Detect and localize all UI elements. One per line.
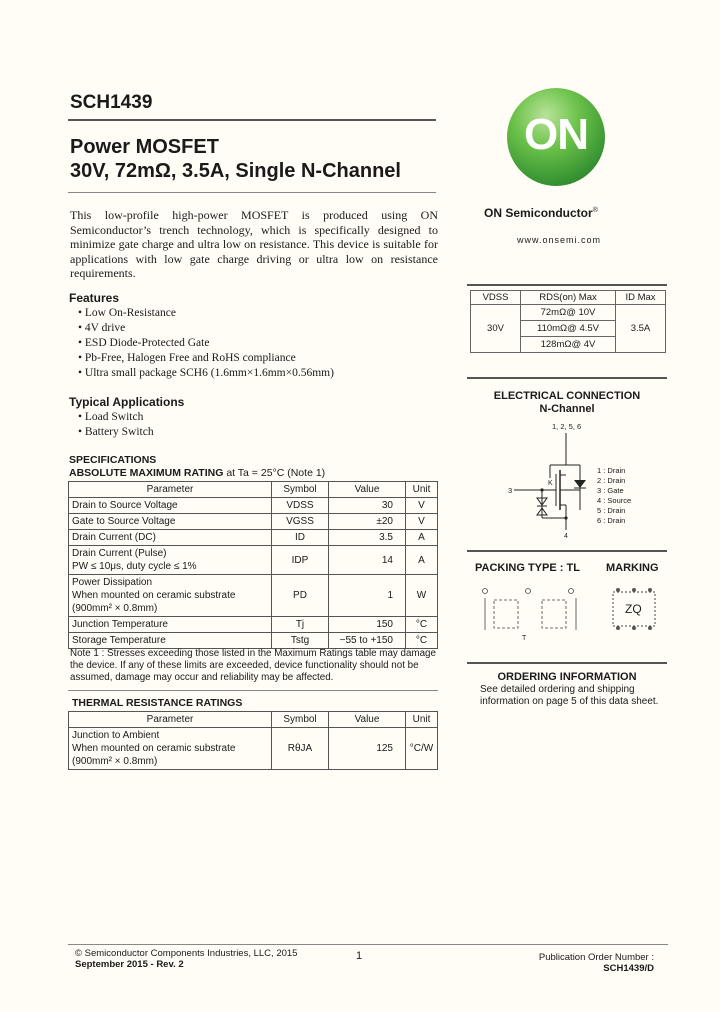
- cell: 30: [329, 498, 406, 514]
- legend-item: 6 : Drain: [597, 516, 626, 525]
- cell-line: When mounted on ceramic substrate: [72, 743, 236, 754]
- table-row: [69, 546, 438, 575]
- cell-line: Power Dissipation: [72, 577, 153, 588]
- col-parameter: Parameter: [69, 482, 272, 498]
- cell: °C: [406, 617, 438, 633]
- features-heading: Features: [69, 291, 120, 305]
- legend-item: 3 : Gate: [597, 486, 624, 495]
- ordering-text: See detailed ordering and shipping information on page 5 of this data sheet.: [480, 684, 659, 707]
- list-item: • ESD Diode-Protected Gate: [78, 336, 334, 351]
- cell: [69, 728, 272, 770]
- note-1: Note 1 : Stresses exceeding those listed in the Maximum Ratings table may damage the device. If any of these limits are exceeded, device functionality should not be assumed, damage may occur and reliability may be affected.: [70, 648, 436, 683]
- cell: 1: [329, 575, 406, 617]
- connection-title: ELECTRICAL CONNECTION: [493, 390, 641, 402]
- k-label: K: [548, 480, 553, 487]
- registered-mark: ®: [592, 207, 598, 214]
- divider: [467, 550, 667, 552]
- table-header: [69, 482, 438, 498]
- divider: [467, 662, 667, 664]
- cell: Drain Current (DC): [69, 530, 272, 546]
- cell: °C: [406, 633, 438, 649]
- summary-table: [470, 290, 666, 353]
- col-unit: Unit: [406, 482, 438, 498]
- list-item: • Low On-Resistance: [78, 306, 334, 321]
- list-item: • Pb-Free, Halogen Free and RoHS compliance: [78, 351, 334, 366]
- table-header: [69, 712, 438, 728]
- thermal-table: [68, 711, 438, 770]
- divider: [467, 284, 667, 286]
- cell: −55 to +150: [329, 633, 406, 649]
- table-row: [69, 617, 438, 633]
- table-row: [69, 575, 438, 617]
- cell: A: [406, 530, 438, 546]
- pin-legend: [597, 466, 631, 526]
- cell: IDP: [272, 546, 329, 575]
- brand-name-text: ON Semiconductor: [484, 206, 593, 220]
- footer-divider: [68, 944, 668, 945]
- cell: [69, 546, 272, 575]
- drain-pins-label: 1, 2, 5, 6: [552, 422, 582, 431]
- cell: ±20: [329, 514, 406, 530]
- col-value: Value: [329, 482, 406, 498]
- intro-paragraph: This low-profile high-power MOSFET is produced using ON Semiconductor’s trench technology, which is specifically designed to minimize gate charge and ultra low on resistance. This device is suitable for applications with low gate charge driving or ultra low on resistance requirements.: [70, 208, 438, 280]
- table-row: [69, 728, 438, 770]
- publication-label: Publication Order Number :: [538, 952, 654, 963]
- cell: PD: [272, 575, 329, 617]
- cell: Tj: [272, 617, 329, 633]
- table-row: [69, 633, 438, 649]
- legend-item: 5 : Drain: [597, 506, 626, 515]
- cell: W: [406, 575, 438, 617]
- cell-line: Drain Current (Pulse): [72, 548, 167, 559]
- connection-subtitle: N-Channel: [539, 403, 595, 415]
- col-symbol: Symbol: [272, 482, 329, 498]
- logo-text: ON: [524, 110, 588, 159]
- divider: [68, 119, 436, 121]
- cell: VGSS: [272, 514, 329, 530]
- cell-line: (900mm² × 0.8mm): [72, 603, 158, 614]
- packing-type: PACKING TYPE : TL: [475, 562, 580, 574]
- tape-direction-label: T: [522, 635, 527, 642]
- col-rds: RDS(on) Max: [521, 291, 616, 305]
- publication-number: SCH1439/D: [603, 963, 654, 974]
- cell: V: [406, 514, 438, 530]
- cell: Junction Temperature: [69, 617, 272, 633]
- cell: RθJA: [272, 728, 329, 770]
- col-id: ID Max: [625, 292, 656, 303]
- abs-max-condition: at Ta = 25°C (Note 1): [226, 467, 326, 479]
- cell: 14: [329, 546, 406, 575]
- cell-line: PW ≤ 10μs, duty cycle ≤ 1%: [72, 561, 197, 572]
- marking-title: MARKING: [606, 562, 659, 574]
- copyright: © Semiconductor Components Industries, LLC, 2015: [75, 948, 298, 959]
- ordering-title: ORDERING INFORMATION: [497, 671, 637, 683]
- cell-line: When mounted on ceramic substrate: [72, 590, 236, 601]
- legend-item: 2 : Drain: [597, 476, 626, 485]
- cell: [69, 575, 272, 617]
- cell-line: (900mm² × 0.8mm): [72, 756, 158, 767]
- cell: Storage Temperature: [69, 633, 272, 649]
- applications-list: [78, 410, 154, 440]
- page-number: 1: [356, 950, 363, 962]
- packing-diagram: [470, 582, 670, 644]
- cell: A: [406, 546, 438, 575]
- cell: Drain to Source Voltage: [69, 498, 272, 514]
- divider: [467, 377, 667, 379]
- title-line-2: 30V, 72mΩ, 3.5A, Single N-Channel: [70, 160, 401, 182]
- cell: V: [406, 498, 438, 514]
- list-item: • Load Switch: [78, 410, 154, 425]
- cell: 30V: [471, 305, 521, 353]
- cell: Tstg: [272, 633, 329, 649]
- col-parameter: Parameter: [69, 712, 272, 728]
- legend-item: 4 : Source: [597, 496, 632, 505]
- brand-name: [484, 206, 598, 220]
- list-item: • Battery Switch: [78, 425, 154, 440]
- cell: 72mΩ@ 10V: [521, 305, 616, 321]
- cell: 150: [329, 617, 406, 633]
- divider: [68, 690, 438, 691]
- list-item: • 4V drive: [78, 321, 334, 336]
- features-list: [78, 306, 334, 381]
- thermal-heading: THERMAL RESISTANCE RATINGS: [72, 697, 243, 709]
- col-vdss: VDSS: [471, 291, 521, 305]
- col-unit: Unit: [406, 712, 438, 728]
- cell: VDSS: [272, 498, 329, 514]
- cell: 110mΩ@ 4.5V: [521, 321, 616, 337]
- cell: 3.5A: [630, 323, 651, 334]
- abs-max-heading: [69, 467, 325, 479]
- abs-max-title: ABSOLUTE MAXIMUM RATING: [69, 467, 224, 479]
- revision-date: September 2015 - Rev. 2: [75, 959, 184, 970]
- table-header: [471, 291, 666, 305]
- cell: 128mΩ@ 4V: [521, 337, 616, 353]
- gate-pin-label: 3: [508, 486, 513, 495]
- title-line-1: Power MOSFET: [70, 136, 219, 158]
- cell: °C/W: [406, 728, 438, 770]
- table-row: [69, 530, 438, 546]
- part-number: SCH1439: [70, 92, 153, 113]
- table-row: [69, 514, 438, 530]
- applications-heading: Typical Applications: [69, 395, 185, 409]
- table-row: [471, 305, 666, 321]
- cell: 3.5: [329, 530, 406, 546]
- table-row: [69, 498, 438, 514]
- mosfet-schematic: [500, 420, 670, 540]
- cell: Gate to Source Voltage: [69, 514, 272, 530]
- cell: 125: [329, 728, 406, 770]
- col-value: Value: [329, 712, 406, 728]
- cell: ID: [272, 530, 329, 546]
- legend-item: 1 : Drain: [597, 466, 626, 475]
- source-pin-label: 4: [564, 533, 568, 540]
- list-item: • Ultra small package SCH6 (1.6mm×1.6mm×0.56mm): [78, 366, 334, 381]
- abs-max-table: [68, 481, 438, 649]
- marking-code: ZQ: [625, 602, 642, 616]
- col-symbol: Symbol: [272, 712, 329, 728]
- specifications-heading: SPECIFICATIONS: [69, 454, 157, 466]
- website-link[interactable]: www.onsemi.com: [517, 235, 602, 245]
- divider: [68, 192, 436, 193]
- cell-line: Junction to Ambient: [72, 730, 160, 741]
